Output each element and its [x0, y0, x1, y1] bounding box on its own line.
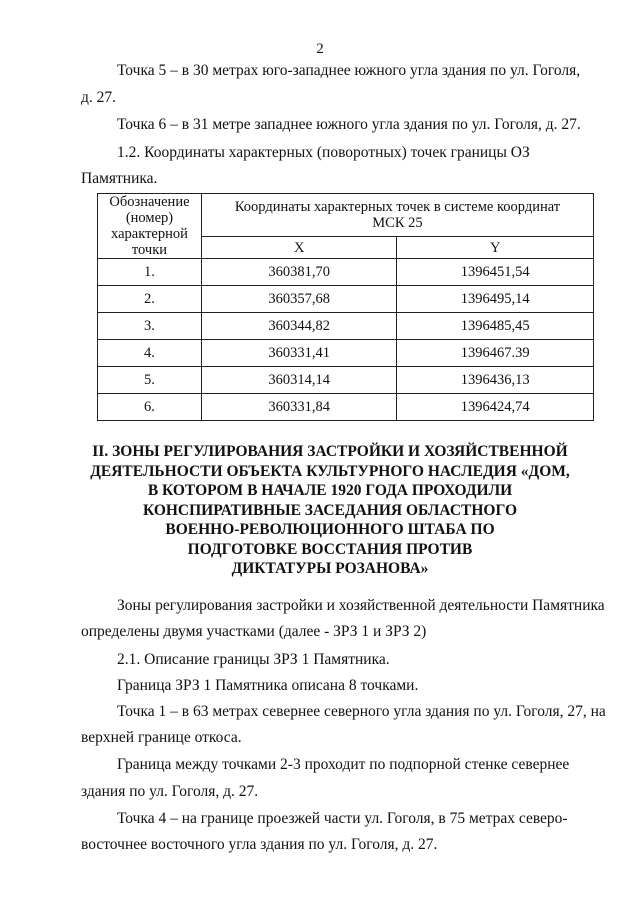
table-row [98, 394, 594, 421]
heading-line: КОНСПИРАТИВНЫЕ ЗАСЕДАНИЯ ОБЛАСТНОГО [142, 501, 518, 519]
coord-y: 1396467.39 [397, 340, 594, 367]
table-row [98, 340, 594, 367]
point1-line1: Точка 1 – в 63 метрах севернее северного угла здания по ул. Гоголя, 27, на [117, 703, 606, 720]
col-header-point-number: Обозначение (номер) характерной точки [98, 194, 202, 259]
point6-paragraph: Точка 6 – в 31 метре западнее южного угла здания по ул. Гоголя, д. 27. [117, 116, 581, 133]
coord-x: 360331,84 [201, 394, 397, 421]
page-number: 2 [316, 41, 324, 57]
table-row [98, 286, 594, 313]
coord-y: 1396424,74 [397, 394, 594, 421]
point-number: 1. [98, 259, 202, 286]
coord-y: 1396485,45 [397, 313, 594, 340]
border-points-sentence: Граница ЗРЗ 1 Памятника описана 8 точками. [117, 677, 419, 694]
coord-x: 360381,70 [201, 259, 397, 286]
heading-line: В КОТОРОМ В НАЧАЛЕ 1920 ГОДА ПРОХОДИЛИ [147, 482, 513, 499]
col-header-x: X [201, 237, 397, 259]
coord-y: 1396451,54 [397, 259, 594, 286]
coord-x: 360331,41 [201, 340, 397, 367]
table-row [98, 313, 594, 340]
point4-line2: восточнее восточного угла здания по ул. Гоголя, д. 27. [81, 836, 438, 853]
section-2-1: 2.1. Описание границы ЗРЗ 1 Памятника. [117, 651, 390, 668]
section-1-2-line2: Памятника. [81, 170, 158, 187]
section-heading [70, 442, 590, 579]
heading-line: ДЕЯТЕЛЬНОСТИ ОБЪЕКТА КУЛЬТУРНОГО НАСЛЕДИЯ «ДОМ, [90, 462, 570, 480]
zones-paragraph-line2: определены двумя участками (далее - ЗРЗ 1 и ЗРЗ 2) [81, 623, 427, 640]
coord-x: 360314,14 [201, 367, 397, 394]
coord-y: 1396436,13 [397, 367, 594, 394]
heading-line: ДИКТАТУРЫ РОЗАНОВА» [231, 560, 429, 577]
point-number: 5. [98, 367, 202, 394]
coordinates-table [97, 193, 594, 421]
point5-line1: Точка 5 – в 30 метрах юго-западнее южного угла здания по ул. Гоголя, [117, 62, 581, 79]
heading-line: II. ЗОНЫ РЕГУЛИРОВАНИЯ ЗАСТРОЙКИ И ХОЗЯЙСТВЕННОЙ [92, 443, 568, 460]
point-number: 2. [98, 286, 202, 313]
section-1-2-line1: 1.2. Координаты характерных (поворотных) точек границы ОЗ [117, 144, 530, 161]
border-2-3-line2: здания по ул. Гоголя, д. 27. [81, 783, 259, 800]
col-header-coordinates: Координаты характерных точек в системе координат МСК 25 [201, 194, 593, 237]
point1-line2: верхней границе откоса. [81, 729, 242, 746]
coord-x: 360357,68 [201, 286, 397, 313]
heading-line: ВОЕННО-РЕВОЛЮЦИОННОГО ШТАБА ПО [165, 521, 495, 538]
point-number: 6. [98, 394, 202, 421]
coord-y: 1396495,14 [397, 286, 594, 313]
table-row [98, 259, 594, 286]
point-number: 3. [98, 313, 202, 340]
zones-paragraph-line1: Зоны регулирования застройки и хозяйственной деятельности Памятника [117, 597, 605, 614]
point5-line2: д. 27. [81, 89, 117, 106]
heading-line: ПОДГОТОВКЕ ВОССТАНИЯ ПРОТИВ [187, 540, 473, 558]
border-2-3-line1: Граница между точками 2-3 проходит по подпорной стенке севернее [117, 756, 570, 773]
point4-line1: Точка 4 – на границе проезжей части ул. Гоголя, в 75 метрах северо- [117, 810, 568, 827]
point-number: 4. [98, 340, 202, 367]
coord-x: 360344,82 [201, 313, 397, 340]
table-row [98, 367, 594, 394]
col-header-y: Y [397, 237, 594, 259]
